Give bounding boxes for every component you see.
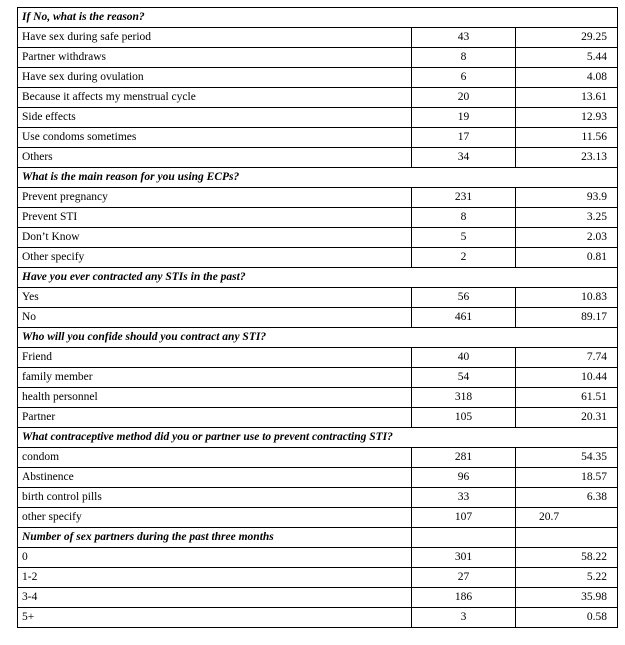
row-label: Other specify [18, 248, 412, 268]
table-row [18, 488, 618, 508]
section-question: Who will you confide should you contract any STI? [18, 328, 618, 348]
table-row [18, 568, 618, 588]
row-percent: 7.74 [516, 348, 618, 368]
table-row [18, 248, 618, 268]
row-percent: 29.25 [516, 28, 618, 48]
row-count: 186 [412, 588, 516, 608]
row-percent: 93.9 [516, 188, 618, 208]
row-percent: 0.81 [516, 248, 618, 268]
table-row [18, 48, 618, 68]
row-percent: 5.44 [516, 48, 618, 68]
row-label: Prevent STI [18, 208, 412, 228]
row-label: health personnel [18, 388, 412, 408]
row-label: 3-4 [18, 588, 412, 608]
row-count: 34 [412, 148, 516, 168]
row-count: 20 [412, 88, 516, 108]
row-label: birth control pills [18, 488, 412, 508]
row-percent: 23.13 [516, 148, 618, 168]
row-label: Don’t Know [18, 228, 412, 248]
row-label: 1-2 [18, 568, 412, 588]
row-percent: 58.22 [516, 548, 618, 568]
empty-cell [412, 528, 516, 548]
row-percent: 10.44 [516, 368, 618, 388]
row-percent: 11.56 [516, 128, 618, 148]
row-percent: 2.03 [516, 228, 618, 248]
table-row [18, 228, 618, 248]
section-question: If No, what is the reason? [18, 8, 618, 28]
row-label: family member [18, 368, 412, 388]
row-count: 231 [412, 188, 516, 208]
section-header-row [18, 268, 618, 288]
row-label: Prevent pregnancy [18, 188, 412, 208]
row-percent: 20.31 [516, 408, 618, 428]
table-row [18, 88, 618, 108]
row-label: Partner [18, 408, 412, 428]
table-row [18, 188, 618, 208]
section-question: What is the main reason for you using ECPs? [18, 168, 618, 188]
section-question: What contraceptive method did you or partner use to prevent contracting STI? [18, 428, 618, 448]
table-row [18, 548, 618, 568]
table-row [18, 68, 618, 88]
row-count: 281 [412, 448, 516, 468]
row-percent: 54.35 [516, 448, 618, 468]
row-label: condom [18, 448, 412, 468]
row-percent: 18.57 [516, 468, 618, 488]
row-label: No [18, 308, 412, 328]
row-percent: 0.58 [516, 608, 618, 628]
section-question: Number of sex partners during the past three months [18, 528, 412, 548]
row-count: 17 [412, 128, 516, 148]
section-header-row [18, 428, 618, 448]
section-header-row [18, 168, 618, 188]
row-count: 107 [412, 508, 516, 528]
section-header-row [18, 328, 618, 348]
row-label: Because it affects my menstrual cycle [18, 88, 412, 108]
row-label: Have sex during ovulation [18, 68, 412, 88]
table-row [18, 388, 618, 408]
table-row [18, 608, 618, 628]
row-label: Abstinence [18, 468, 412, 488]
row-count: 56 [412, 288, 516, 308]
row-label: Have sex during safe period [18, 28, 412, 48]
row-label: Yes [18, 288, 412, 308]
table-row [18, 348, 618, 368]
table-row [18, 408, 618, 428]
row-label: Use condoms sometimes [18, 128, 412, 148]
row-label: Partner withdraws [18, 48, 412, 68]
empty-cell [516, 528, 618, 548]
row-percent: 61.51 [516, 388, 618, 408]
row-label: 0 [18, 548, 412, 568]
row-label: Others [18, 148, 412, 168]
table-row [18, 28, 618, 48]
table-row [18, 448, 618, 468]
row-count: 5 [412, 228, 516, 248]
row-percent: 20.7 [516, 508, 618, 528]
table-row [18, 148, 618, 168]
row-count: 461 [412, 308, 516, 328]
row-percent: 6.38 [516, 488, 618, 508]
row-percent: 12.93 [516, 108, 618, 128]
table-row [18, 508, 618, 528]
row-count: 8 [412, 208, 516, 228]
row-count: 54 [412, 368, 516, 388]
row-percent: 5.22 [516, 568, 618, 588]
row-count: 2 [412, 248, 516, 268]
row-count: 105 [412, 408, 516, 428]
row-percent: 89.17 [516, 308, 618, 328]
survey-results-table [17, 7, 618, 628]
table-body [18, 8, 618, 628]
table-row [18, 308, 618, 328]
section-header-row [18, 528, 618, 548]
row-percent: 13.61 [516, 88, 618, 108]
section-question: Have you ever contracted any STIs in the past? [18, 268, 618, 288]
row-label: Side effects [18, 108, 412, 128]
row-count: 33 [412, 488, 516, 508]
table-row [18, 288, 618, 308]
table-row [18, 368, 618, 388]
row-count: 96 [412, 468, 516, 488]
row-percent: 35.98 [516, 588, 618, 608]
table-row [18, 208, 618, 228]
row-count: 301 [412, 548, 516, 568]
row-percent: 4.08 [516, 68, 618, 88]
row-count: 8 [412, 48, 516, 68]
table-row [18, 588, 618, 608]
row-label: 5+ [18, 608, 412, 628]
row-count: 43 [412, 28, 516, 48]
row-count: 19 [412, 108, 516, 128]
table-row [18, 108, 618, 128]
row-label: Friend [18, 348, 412, 368]
row-percent: 3.25 [516, 208, 618, 228]
row-percent: 10.83 [516, 288, 618, 308]
row-label: other specify [18, 508, 412, 528]
row-count: 40 [412, 348, 516, 368]
row-count: 318 [412, 388, 516, 408]
row-count: 3 [412, 608, 516, 628]
row-count: 27 [412, 568, 516, 588]
section-header-row [18, 8, 618, 28]
row-count: 6 [412, 68, 516, 88]
table-row [18, 128, 618, 148]
table-row [18, 468, 618, 488]
